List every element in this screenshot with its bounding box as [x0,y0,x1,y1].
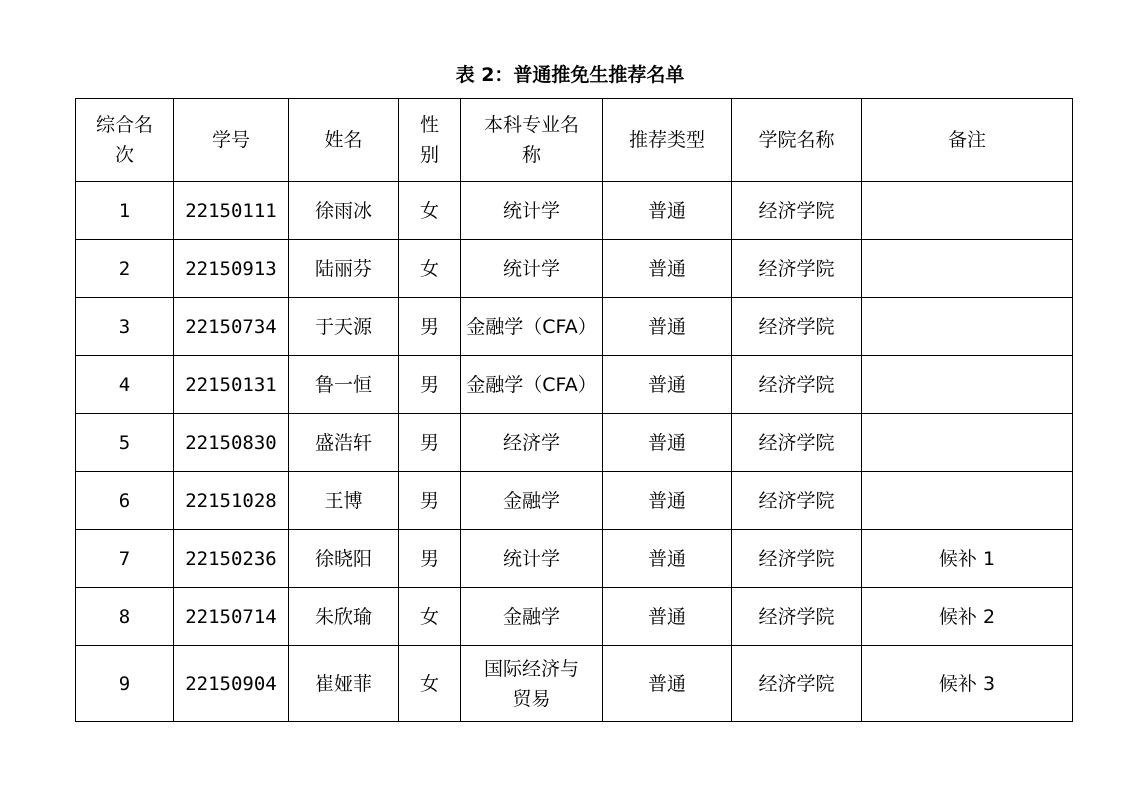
cell-note [862,472,1073,530]
header-name: 姓名 [289,99,399,182]
cell-student-id: 22150236 [174,530,289,588]
header-rec-type: 推荐类型 [603,99,732,182]
table-row [76,356,1073,414]
table-row [76,588,1073,646]
cell-sex: 男 [399,298,461,356]
cell-rec-type: 普通 [603,182,732,240]
cell-student-id: 22150734 [174,298,289,356]
cell-rank: 2 [76,240,174,298]
cell-major: 金融学 [461,588,603,646]
header-major: 本科专业名称 [461,99,603,182]
cell-rank: 1 [76,182,174,240]
cell-sex: 男 [399,472,461,530]
cell-major: 金融学（CFA） [461,298,603,356]
cell-college: 经济学院 [732,356,862,414]
cell-sex: 女 [399,182,461,240]
cell-name: 徐晓阳 [289,530,399,588]
cell-rank: 7 [76,530,174,588]
cell-major: 国际经济与贸易 [461,646,603,722]
cell-sex: 男 [399,414,461,472]
cell-name: 陆丽芬 [289,240,399,298]
cell-name: 徐雨冰 [289,182,399,240]
table-row [76,530,1073,588]
cell-student-id: 22150131 [174,356,289,414]
table-row [76,240,1073,298]
header-rank: 综合名次 [76,99,174,182]
table-row [76,472,1073,530]
header-sex: 性别 [399,99,461,182]
table-row [76,646,1073,722]
cell-note [862,414,1073,472]
cell-note: 候补 1 [862,530,1073,588]
cell-name: 盛浩轩 [289,414,399,472]
cell-name: 王博 [289,472,399,530]
cell-note [862,356,1073,414]
cell-college: 经济学院 [732,472,862,530]
cell-rank: 6 [76,472,174,530]
cell-sex: 女 [399,240,461,298]
cell-college: 经济学院 [732,414,862,472]
cell-rec-type: 普通 [603,646,732,722]
header-row [76,99,1073,182]
cell-major: 统计学 [461,530,603,588]
cell-rec-type: 普通 [603,298,732,356]
cell-note [862,182,1073,240]
cell-name: 鲁一恒 [289,356,399,414]
cell-rank: 4 [76,356,174,414]
cell-student-id: 22150111 [174,182,289,240]
table-row [76,414,1073,472]
header-student-id: 学号 [174,99,289,182]
cell-note [862,298,1073,356]
cell-sex: 男 [399,530,461,588]
cell-college: 经济学院 [732,588,862,646]
table-row [76,298,1073,356]
header-note: 备注 [862,99,1073,182]
cell-rec-type: 普通 [603,240,732,298]
cell-sex: 女 [399,646,461,722]
cell-name: 崔娅菲 [289,646,399,722]
cell-rec-type: 普通 [603,472,732,530]
cell-major: 金融学（CFA） [461,356,603,414]
cell-rec-type: 普通 [603,588,732,646]
cell-sex: 男 [399,356,461,414]
cell-college: 经济学院 [732,530,862,588]
cell-rank: 3 [76,298,174,356]
header-college: 学院名称 [732,99,862,182]
cell-rec-type: 普通 [603,530,732,588]
cell-sex: 女 [399,588,461,646]
cell-college: 经济学院 [732,182,862,240]
cell-rec-type: 普通 [603,356,732,414]
cell-rank: 5 [76,414,174,472]
cell-rank: 8 [76,588,174,646]
cell-major: 经济学 [461,414,603,472]
cell-college: 经济学院 [732,298,862,356]
cell-major: 统计学 [461,240,603,298]
cell-note: 候补 2 [862,588,1073,646]
table-caption: 表 2：普通推免生推荐名单 [455,64,685,86]
cell-rank: 9 [76,646,174,722]
cell-rec-type: 普通 [603,414,732,472]
cell-college: 经济学院 [732,240,862,298]
table-row [76,182,1073,240]
cell-major: 金融学 [461,472,603,530]
cell-student-id: 22151028 [174,472,289,530]
cell-note: 候补 3 [862,646,1073,722]
cell-college: 经济学院 [732,646,862,722]
cell-student-id: 22150830 [174,414,289,472]
recommendation-table [75,98,1073,722]
cell-student-id: 22150913 [174,240,289,298]
cell-major: 统计学 [461,182,603,240]
cell-student-id: 22150714 [174,588,289,646]
cell-note [862,240,1073,298]
cell-name: 于天源 [289,298,399,356]
cell-student-id: 22150904 [174,646,289,722]
cell-name: 朱欣瑜 [289,588,399,646]
